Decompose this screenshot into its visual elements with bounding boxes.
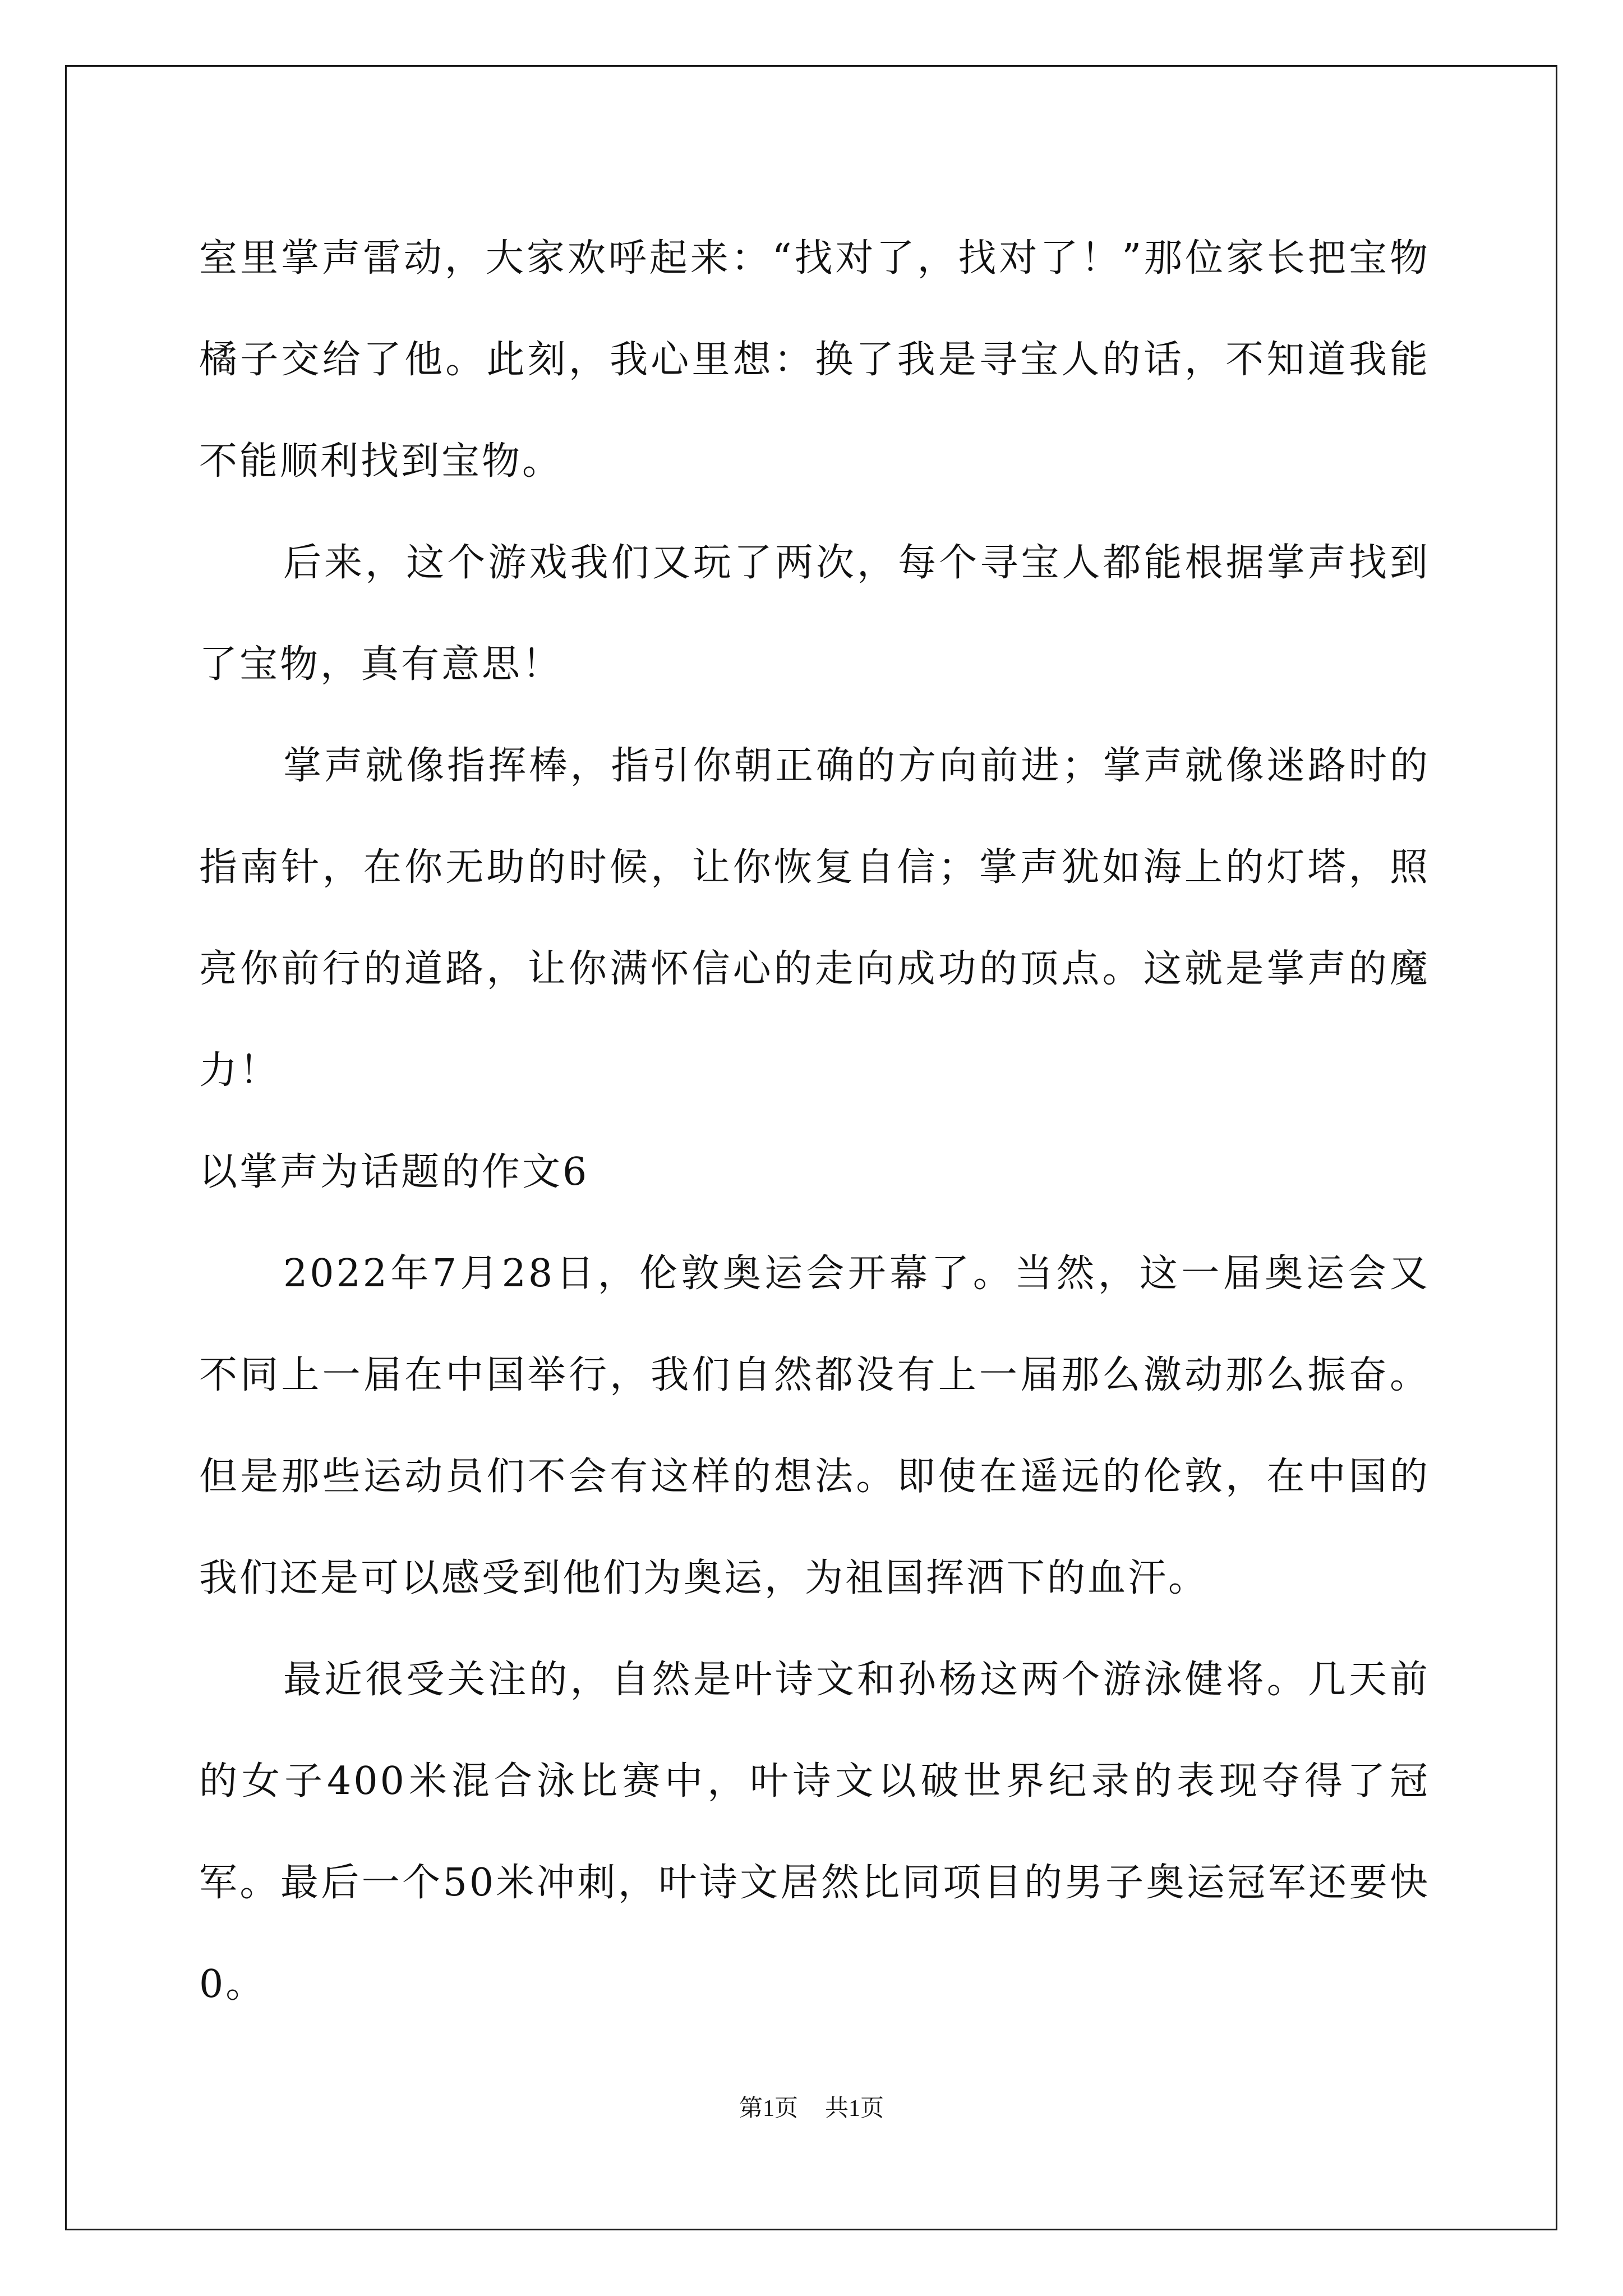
page-total: 共1页 [825,2096,884,2122]
paragraph: 掌声就像指挥棒，指引你朝正确的方向前进；掌声就像迷路时的指南针，在你无助的时候，让你恢复自信；掌声犹如海上的灯塔，照亮你前行的道路，让你满怀信心的走向成功的顶点。这就是掌声的魔力！ [199,744,1430,1093]
page-number: 第1页 [739,2096,798,2122]
section-heading: 以掌声为话题的作文6 [199,1150,589,1194]
paragraph: 最近很受关注的，自然是叶诗文和孙杨这两个游泳健将。几天前的女子400米混合泳比赛中，叶诗文以破世界纪录的表现夺得了冠军。最后一个50米冲刺，叶诗文居然比同项目的男子奥运冠军还要快0。 [199,1658,1430,2007]
document-body [199,208,1430,2035]
paragraph: 室里掌声雷动，大家欢呼起来：“找对了，找对了！”那位家长把宝物橘子交给了他。此刻，我心里想：换了我是寻宝人的话，不知道我能不能顺利找到宝物。 [199,236,1430,484]
paragraph: 后来，这个游戏我们又玩了两次，每个寻宝人都能根据掌声找到了宝物，真有意思！ [199,541,1430,687]
page-footer [0,2090,1623,2123]
paragraph: 2022年7月28日，伦敦奥运会开幕了。当然，这一届奥运会又不同上一届在中国举行，我们自然都没有上一届那么激动那么振奋。但是那些运动员们不会有这样的想法。即使在遥远的伦敦，在中国的我们还是可以感受到他们为奥运，为祖国挥洒下的血汗。 [199,1251,1430,1600]
